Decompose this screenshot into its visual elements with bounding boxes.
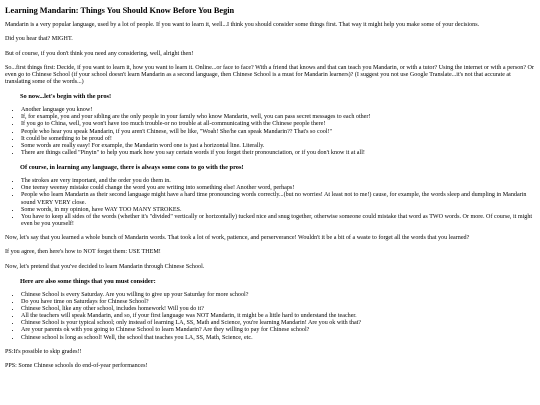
list-item: • There are things called "Pinyin" to help you mark how you say certain words if you forget their pronounciation, or if you don't know it at all! [21,150,535,157]
list-item: • Chinese School is your typical school; only instead of learning LA, SS, Math and Science, you're learning Mandarin! Are you ok with that? [21,320,535,327]
ps-note: PS:It's possible to skip grades!! [5,348,82,355]
list-item: • Another language you know! [21,107,535,114]
list-item: • Some words are really easy! For example, the Mandarin word one is just a horizontal line. Literally. [21,143,535,150]
list-item: • Chinese School is every Saturday. Are you willing to give up your Saturday for more school? [21,292,535,299]
cons-list [5,178,535,228]
consider-heading: Here are also some things that you must consider: [20,277,156,285]
list-item: • Are your parents ok with you going to Chinese School to learn Mandarin? Are they willing to pay for Chinese school? [21,327,535,334]
list-item: • Chinese School, like any other school, includes homework! Will you do it? [21,306,535,313]
page-title: Learning Mandarin: Things You Should Know Before You Begin [5,6,235,15]
list-item: • The strokes are very important, and the order you do them in. [21,178,535,185]
list-item: • Some words, in my opinion, have WAY TOO MANY STROKES. [21,207,535,214]
list-item: • Chinese school is long as school! Well, the school that teaches you LA, SS, Math, Science, etc. [21,335,535,342]
pros-list [5,107,535,157]
list-item: • One teensy weensy mistake could change the word you are writing into something else! Another word, perhaps! [21,185,535,192]
body-paragraph: Now, let's pretend that you've decided to learn Mandarin through Chinese School. [5,263,205,270]
list-item: • If you go to China, well, you won't have too much trouble-or no trouble at all-communicating with the Chinese people there! [21,121,535,128]
body-paragraph: Now, let's say that you learned a whole bunch of Mandarin words. That took a lot of work, patience, and perserverance! Wouldn't it be a bit of a waste to forget all the words that you learned? [5,235,470,242]
consider-list [5,292,535,342]
intro-paragraph: But of course, if you don't think you need any considering, well, alright then! [5,50,194,57]
body-paragraph: If you agree, then here's how to NOT forget them: USE THEM! [5,249,161,256]
list-item: • It could be something to be proud of! [21,136,535,143]
pps-note: PPS: Some Chinese schools do end-of-year performances! [5,363,148,369]
list-item: • People who learn Mandarin as their second language might have a hard time pronouncing words correctly...(but no worries! At least not to me!) cause, for example, the words sleep and dumpling in Mandarin sound VERY VERY close. [21,192,535,206]
list-item: • All the teachers will speak Mandarin, and so, if your first language was NOT Mandarin, it might be a little hard to understand the teacher. [21,313,535,320]
list-item: • If, for example, you and your sibling are the only people in your family who know Mandarin, well, you can pass secret messages to each other! [21,114,535,121]
intro-paragraph: Mandarin is a very popular language, used by a lot of people. If you want to learn it, well...I think you should consider some things first. That way it might help you make some of your decisions. [5,22,480,29]
intro-paragraph: So...first things first: Decide, if you want to learn it, how you want to learn it. Online...or face to face? With a friend that knows and that can teach you Mandarin, or with a tutor? Using the internet or with a person? Or even go to Chinese School (if your school doesn't learn Mandarin as a second language, then Chinese School is a must for Mandarin learners)? (I suggest you not use Google Translate...it's not that accurate at translating some of the words...) [5,64,534,86]
list-item: • Do you have time on Saturdays for Chinese School? [21,299,535,306]
list-item: • People who hear you speak Mandarin, if you aren't Chinese, will be like, "Woah! She/he can speak Mandarin?? That's so cool!" [21,129,535,136]
intro-paragraph: Did you hear that? MIGHT. [5,36,73,43]
pros-heading: So now...let's begin with the pros! [20,93,112,101]
list-item: • You have to keep all sides of the words (whether it's "divided" vertically or horizontally) tucked nice and snug together, otherwise someone could mistake that word as TWO words. Or more. Of course, it might even be you yourself! [21,214,535,228]
cons-heading: Of course, in learning any language, there is always some cons to go with the pros! [20,164,244,172]
